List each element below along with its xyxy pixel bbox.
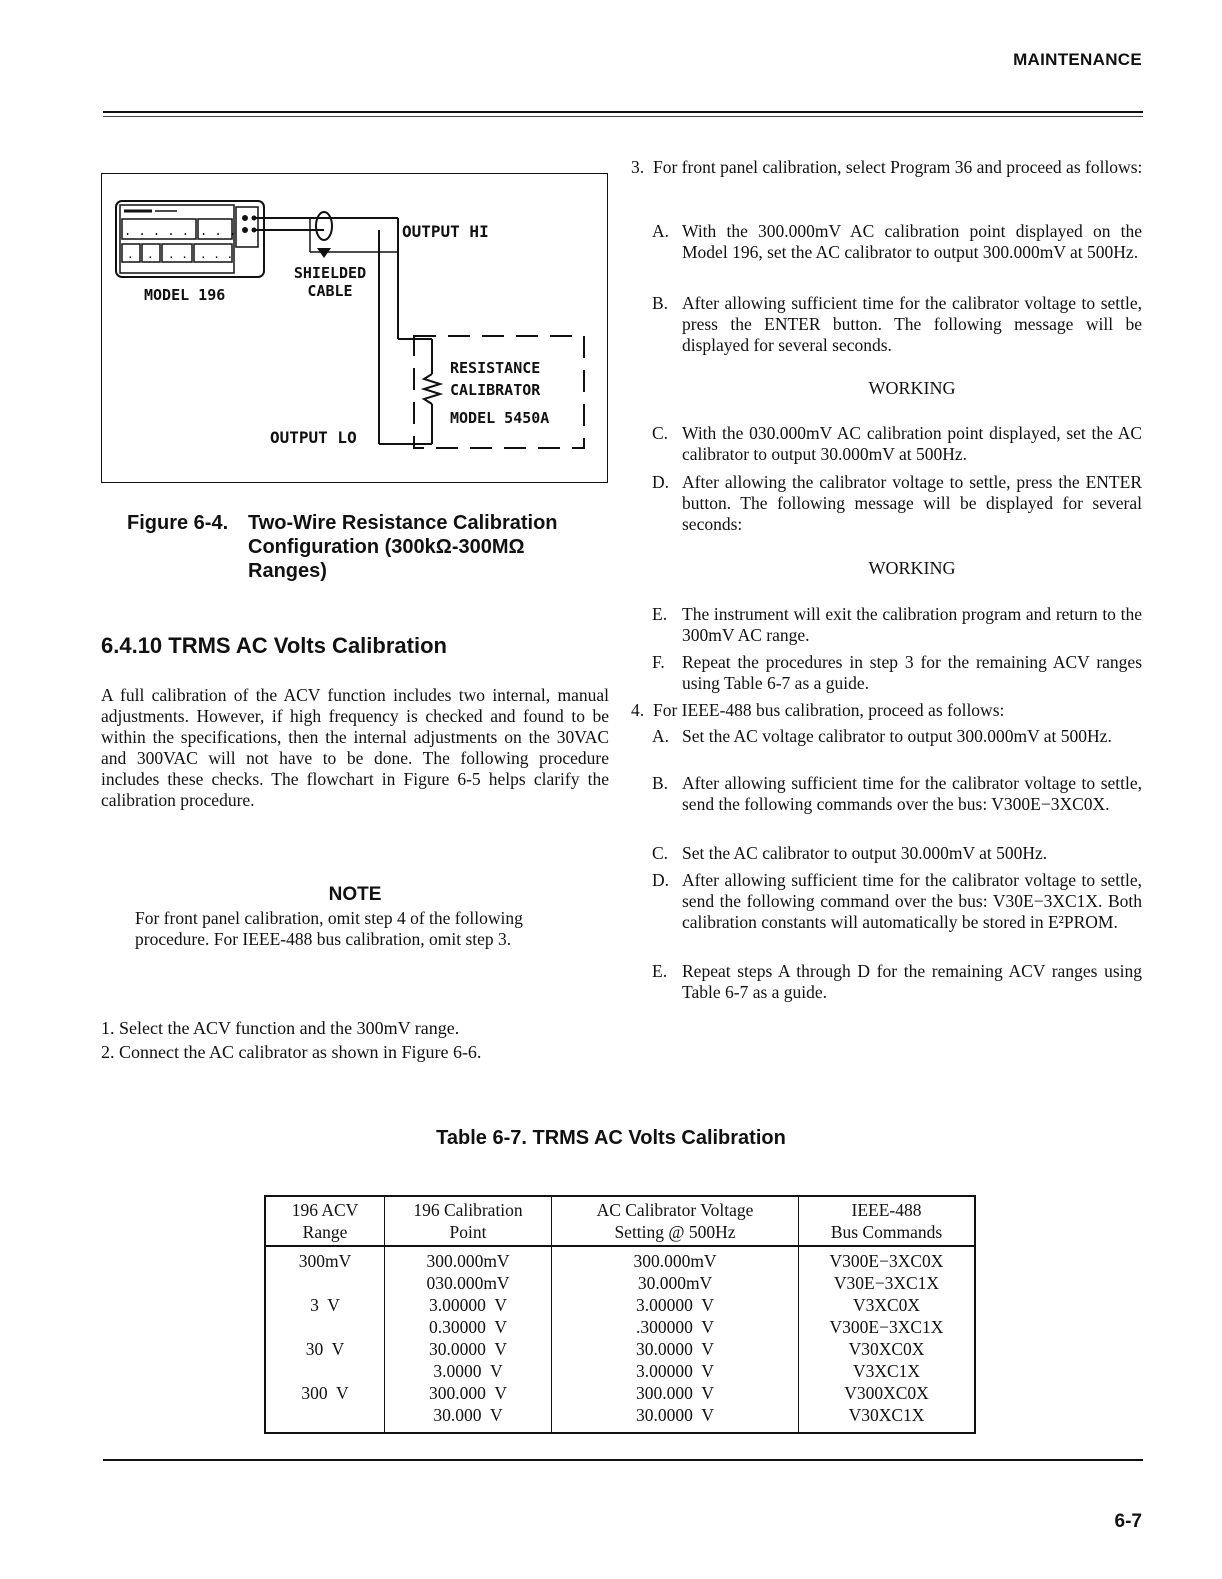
step-4d: D. After allowing sufficient time for the calibrator voltage to settle, send the following command over the bus: V30E−3XC1X. Both calibration constants will automatically be stored in E²PROM. — [652, 870, 1142, 932]
table-row: 30.000 V 30.0000 V V30XC1X — [265, 1404, 975, 1433]
note-body: For front panel calibration, omit step 4 of the following procedure. For IEEE-488 bus calibration, omit step 3. — [135, 908, 523, 949]
step-4e: E. Repeat steps A through D for the remaining ACV ranges using Table 6-7 as a guide. — [652, 961, 1142, 1002]
shielded-cable-label: SHIELDED CABLE — [293, 264, 367, 300]
step-1: 1. Select the ACV function and the 300mV range. — [101, 1018, 460, 1038]
svg-text:. . . . .: . . . . . — [124, 224, 190, 238]
header-range: 196 ACV Range — [265, 1196, 385, 1246]
step-4c: C. Set the AC calibrator to output 30.000mV at 500Hz. — [652, 843, 1048, 863]
note-title: NOTE — [328, 884, 382, 905]
header-rule — [103, 111, 1143, 113]
step-4: 4. For IEEE-488 bus calibration, proceed as follows: — [631, 700, 1005, 720]
header-cal-point: 196 Calibration Point — [385, 1196, 552, 1246]
table-row: 3 V 3.00000 V 3.00000 V V3XC0X — [265, 1294, 975, 1316]
table-header-row — [265, 1196, 975, 1246]
resistor-icon — [424, 374, 440, 404]
shield-icon — [316, 212, 332, 240]
step-4a: A. Set the AC voltage calibrator to output 300.000mV at 500Hz. — [652, 726, 1112, 746]
model-196-meter-icon — [116, 201, 264, 277]
table-row: 030.000mV 30.000mV V30E−3XC1X — [265, 1272, 975, 1294]
calibrator-label: RESISTANCE CALIBRATOR MODEL 5450A — [450, 359, 550, 427]
footer-rule — [103, 1459, 1143, 1461]
step-3f: F. Repeat the procedures in step 3 for the remaining ACV ranges using Table 6-7 as a guide. — [652, 652, 1142, 693]
step-3c: C. With the 030.000mV AC calibration point displayed, set the AC calibrator to output 30.000mV at 500Hz. — [652, 423, 1142, 464]
svg-text:. . .: . . . — [200, 248, 234, 261]
steps-list — [101, 1016, 609, 1064]
step-3: 3. For front panel calibration, select Program 36 and proceed as follows: — [631, 157, 1143, 177]
table-row: 300mV 300.000mV 300.000mV V300E−3XC0X — [265, 1246, 975, 1272]
svg-text:. . .: . . . — [200, 224, 237, 238]
header-bus-commands: IEEE-488 Bus Commands — [799, 1196, 976, 1246]
output-hi-label: OUTPUT HI — [402, 222, 489, 241]
header-calibrator-setting: AC Calibrator Voltage Setting @ 500Hz — [552, 1196, 799, 1246]
table-row: 0.30000 V .300000 V V300E−3XC1X — [265, 1316, 975, 1338]
figure-6-4 — [101, 173, 608, 483]
svg-text:. .: . . — [168, 248, 188, 261]
step-3a: A. With the 300.000mV AC calibration point displayed on the Model 196, set the AC calibrator to output 300.000mV at 500Hz. — [652, 221, 1142, 262]
output-lo-label: OUTPUT LO — [270, 428, 357, 447]
meter-label: MODEL 196 — [144, 286, 226, 304]
svg-text:.: . — [147, 248, 154, 261]
step-4b: B. After allowing sufficient time for the calibrator voltage to settle, send the following commands over the bus: V300E−3XC0X. — [652, 773, 1142, 814]
step-3e: E. The instrument will exit the calibration program and return to the 300mV AC range. — [652, 604, 1142, 645]
header-rule-thin — [103, 116, 1143, 117]
svg-text:.: . — [127, 248, 134, 261]
step-2: 2. Connect the AC calibrator as shown in Figure 6-6. — [101, 1042, 482, 1062]
table-row: 3.0000 V 3.00000 V V3XC1X — [265, 1360, 975, 1382]
table-title: Table 6-7. TRMS AC Volts Calibration — [436, 1127, 786, 1149]
working-message-1: WORKING — [868, 378, 956, 398]
calibration-table — [264, 1195, 976, 1434]
step-3b: B. After allowing sufficient time for the calibrator voltage to settle, press the ENTER button. The following message will be displayed for several seconds. — [652, 293, 1142, 355]
section-title: 6.4.10 TRMS AC Volts Calibration — [101, 633, 447, 658]
section-paragraph: A full calibration of the ACV function includes two internal, manual adjustments. However, if high frequency is checked and found to be within the specifications, then the internal adjustments on the 30VAC and 300VAC will not have to be done. The following procedure includes these checks. The flowchart in Figure 6-5 helps clarify the calibration procedure. — [101, 685, 609, 810]
table-row: 300 V 300.000 V 300.000 V V300XC0X — [265, 1382, 975, 1404]
working-message-2: WORKING — [868, 558, 956, 578]
figure-caption: Figure 6-4. Two-Wire Resistance Calibration Configuration (300kΩ-300MΩ Ranges) — [127, 512, 558, 582]
table-row: 30 V 30.0000 V 30.0000 V V30XC0X — [265, 1338, 975, 1360]
section-header: MAINTENANCE — [1013, 50, 1142, 69]
page-number: 6-7 — [1114, 1511, 1142, 1532]
step-3d: D. After allowing the calibrator voltage to settle, press the ENTER button. The following message will be displayed for several seconds: — [652, 472, 1142, 534]
